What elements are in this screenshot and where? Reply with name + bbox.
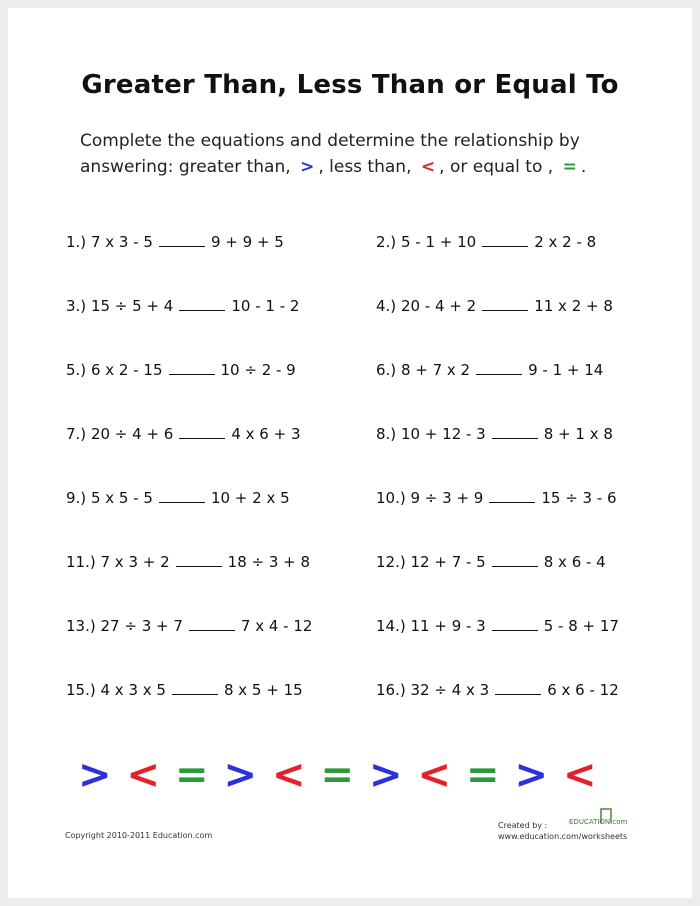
problem-left-expression: 32 ÷ 4 x 3 <box>410 681 490 699</box>
problem-left-expression: 5 x 5 - 5 <box>90 489 153 507</box>
symbol-3: = <box>175 752 209 798</box>
instructions-mid-2: , or equal to , <box>439 157 554 177</box>
problem-16 <box>376 680 619 700</box>
problem-right-expression: 4 x 6 + 3 <box>231 425 301 443</box>
problem-right-expression: 8 + 1 x 8 <box>543 425 613 443</box>
answer-blank[interactable] <box>172 680 218 695</box>
instructions-prefix: answering: greater than, <box>80 157 291 177</box>
problem-5 <box>66 360 296 380</box>
symbol-11: < <box>563 752 597 798</box>
symbol-row <box>78 750 618 800</box>
instructions-line-2 <box>80 154 660 180</box>
problem-number: 2.) <box>376 233 397 251</box>
problem-right-expression: 9 + 9 + 5 <box>210 233 284 251</box>
problem-number: 12.) <box>376 553 406 571</box>
problem-number: 11.) <box>66 553 96 571</box>
answer-blank[interactable] <box>179 296 225 311</box>
problem-left-expression: 5 - 1 + 10 <box>400 233 477 251</box>
answer-blank[interactable] <box>176 552 222 567</box>
problem-1 <box>66 232 284 252</box>
problem-7 <box>66 424 301 444</box>
answer-blank[interactable] <box>482 232 528 247</box>
problem-left-expression: 12 + 7 - 5 <box>410 553 486 571</box>
symbol-6: = <box>320 752 355 798</box>
answer-blank[interactable] <box>495 680 541 695</box>
less-than-symbol: < <box>420 157 436 177</box>
problem-4 <box>376 296 613 316</box>
problem-number: 9.) <box>66 489 87 507</box>
problem-right-expression: 15 ÷ 3 - 6 <box>541 489 617 507</box>
svg-text:EDUCATION.com: EDUCATION.com <box>569 818 628 826</box>
answer-blank[interactable] <box>476 360 522 375</box>
problem-number: 3.) <box>66 297 87 315</box>
problem-number: 10.) <box>376 489 406 507</box>
answer-blank[interactable] <box>179 424 225 439</box>
problem-left-expression: 9 ÷ 3 + 9 <box>410 489 484 507</box>
problem-left-expression: 20 ÷ 4 + 6 <box>90 425 174 443</box>
answer-blank[interactable] <box>492 616 538 631</box>
problem-right-expression: 10 + 2 x 5 <box>210 489 290 507</box>
problem-left-expression: 20 - 4 + 2 <box>400 297 477 315</box>
problem-number: 4.) <box>376 297 397 315</box>
problem-13 <box>66 616 312 636</box>
problem-number: 15.) <box>66 681 96 699</box>
symbol-10: > <box>514 752 549 798</box>
problem-number: 14.) <box>376 617 406 635</box>
problem-right-expression: 6 x 6 - 12 <box>547 681 619 699</box>
answer-blank[interactable] <box>489 488 535 503</box>
problem-14 <box>376 616 619 636</box>
problem-3 <box>66 296 299 316</box>
symbol-5: < <box>272 752 306 798</box>
problem-right-expression: 11 x 2 + 8 <box>534 297 613 315</box>
greater-than-symbol: > <box>300 157 315 177</box>
worksheet-title: Greater Than, Less Than or Equal To <box>81 70 619 100</box>
symbol-1: > <box>78 752 112 798</box>
answer-blank[interactable] <box>169 360 215 375</box>
problem-number: 5.) <box>66 361 87 379</box>
copyright-text: Copyright 2010-2011 Education.com <box>65 831 213 840</box>
problem-right-expression: 10 - 1 - 2 <box>231 297 300 315</box>
equal-to-symbol: = <box>562 157 577 177</box>
problem-number: 1.) <box>66 233 87 251</box>
symbol-4: > <box>223 752 258 798</box>
symbol-8: < <box>417 752 452 798</box>
problem-11 <box>66 552 310 572</box>
problem-right-expression: 8 x 5 + 15 <box>223 681 303 699</box>
answer-blank[interactable] <box>492 552 538 567</box>
problem-left-expression: 7 x 3 - 5 <box>90 233 153 251</box>
problem-right-expression: 8 x 6 - 4 <box>543 553 606 571</box>
instructions <box>80 128 660 180</box>
problem-12 <box>376 552 606 572</box>
problem-10 <box>376 488 617 508</box>
answer-blank[interactable] <box>482 296 528 311</box>
problem-8 <box>376 424 613 444</box>
problem-left-expression: 6 x 2 - 15 <box>90 361 163 379</box>
problem-number: 16.) <box>376 681 406 699</box>
problem-6 <box>376 360 603 380</box>
problem-right-expression: 5 - 8 + 17 <box>543 617 619 635</box>
problem-number: 8.) <box>376 425 397 443</box>
problem-left-expression: 8 + 7 x 2 <box>400 361 471 379</box>
problem-right-expression: 2 x 2 - 8 <box>534 233 597 251</box>
created-by-label: Created by : <box>498 821 548 830</box>
instructions-mid-1: , less than, <box>318 157 412 177</box>
problem-2 <box>376 232 596 252</box>
problem-right-expression: 18 ÷ 3 + 8 <box>227 553 311 571</box>
problem-left-expression: 11 + 9 - 3 <box>410 617 486 635</box>
answer-blank[interactable] <box>189 616 235 631</box>
answer-blank[interactable] <box>159 488 205 503</box>
instructions-line-1: Complete the equations and determine the relationship by <box>80 131 580 151</box>
problem-left-expression: 27 ÷ 3 + 7 <box>100 617 183 635</box>
answer-blank[interactable] <box>159 232 205 247</box>
problem-left-expression: 7 x 3 + 2 <box>100 553 170 571</box>
problem-number: 13.) <box>66 617 96 635</box>
problem-left-expression: 10 + 12 - 3 <box>400 425 486 443</box>
worksheets-url: www.education.com/worksheets <box>498 832 628 841</box>
problem-left-expression: 4 x 3 x 5 <box>100 681 166 699</box>
problem-number: 6.) <box>376 361 397 379</box>
problem-right-expression: 9 - 1 + 14 <box>528 361 604 379</box>
answer-blank[interactable] <box>492 424 538 439</box>
problem-left-expression: 15 ÷ 5 + 4 <box>90 297 174 315</box>
problem-right-expression: 7 x 4 - 12 <box>240 617 313 635</box>
symbol-7: > <box>369 752 403 798</box>
problem-right-expression: 10 ÷ 2 - 9 <box>220 361 296 379</box>
problem-9 <box>66 488 290 508</box>
instructions-end: . <box>580 157 587 177</box>
problem-15 <box>66 680 303 700</box>
symbol-9: = <box>466 752 500 798</box>
problem-number: 7.) <box>66 425 87 443</box>
created-by-block <box>498 820 627 842</box>
worksheet-page <box>8 8 692 898</box>
symbol-2: < <box>126 752 161 798</box>
